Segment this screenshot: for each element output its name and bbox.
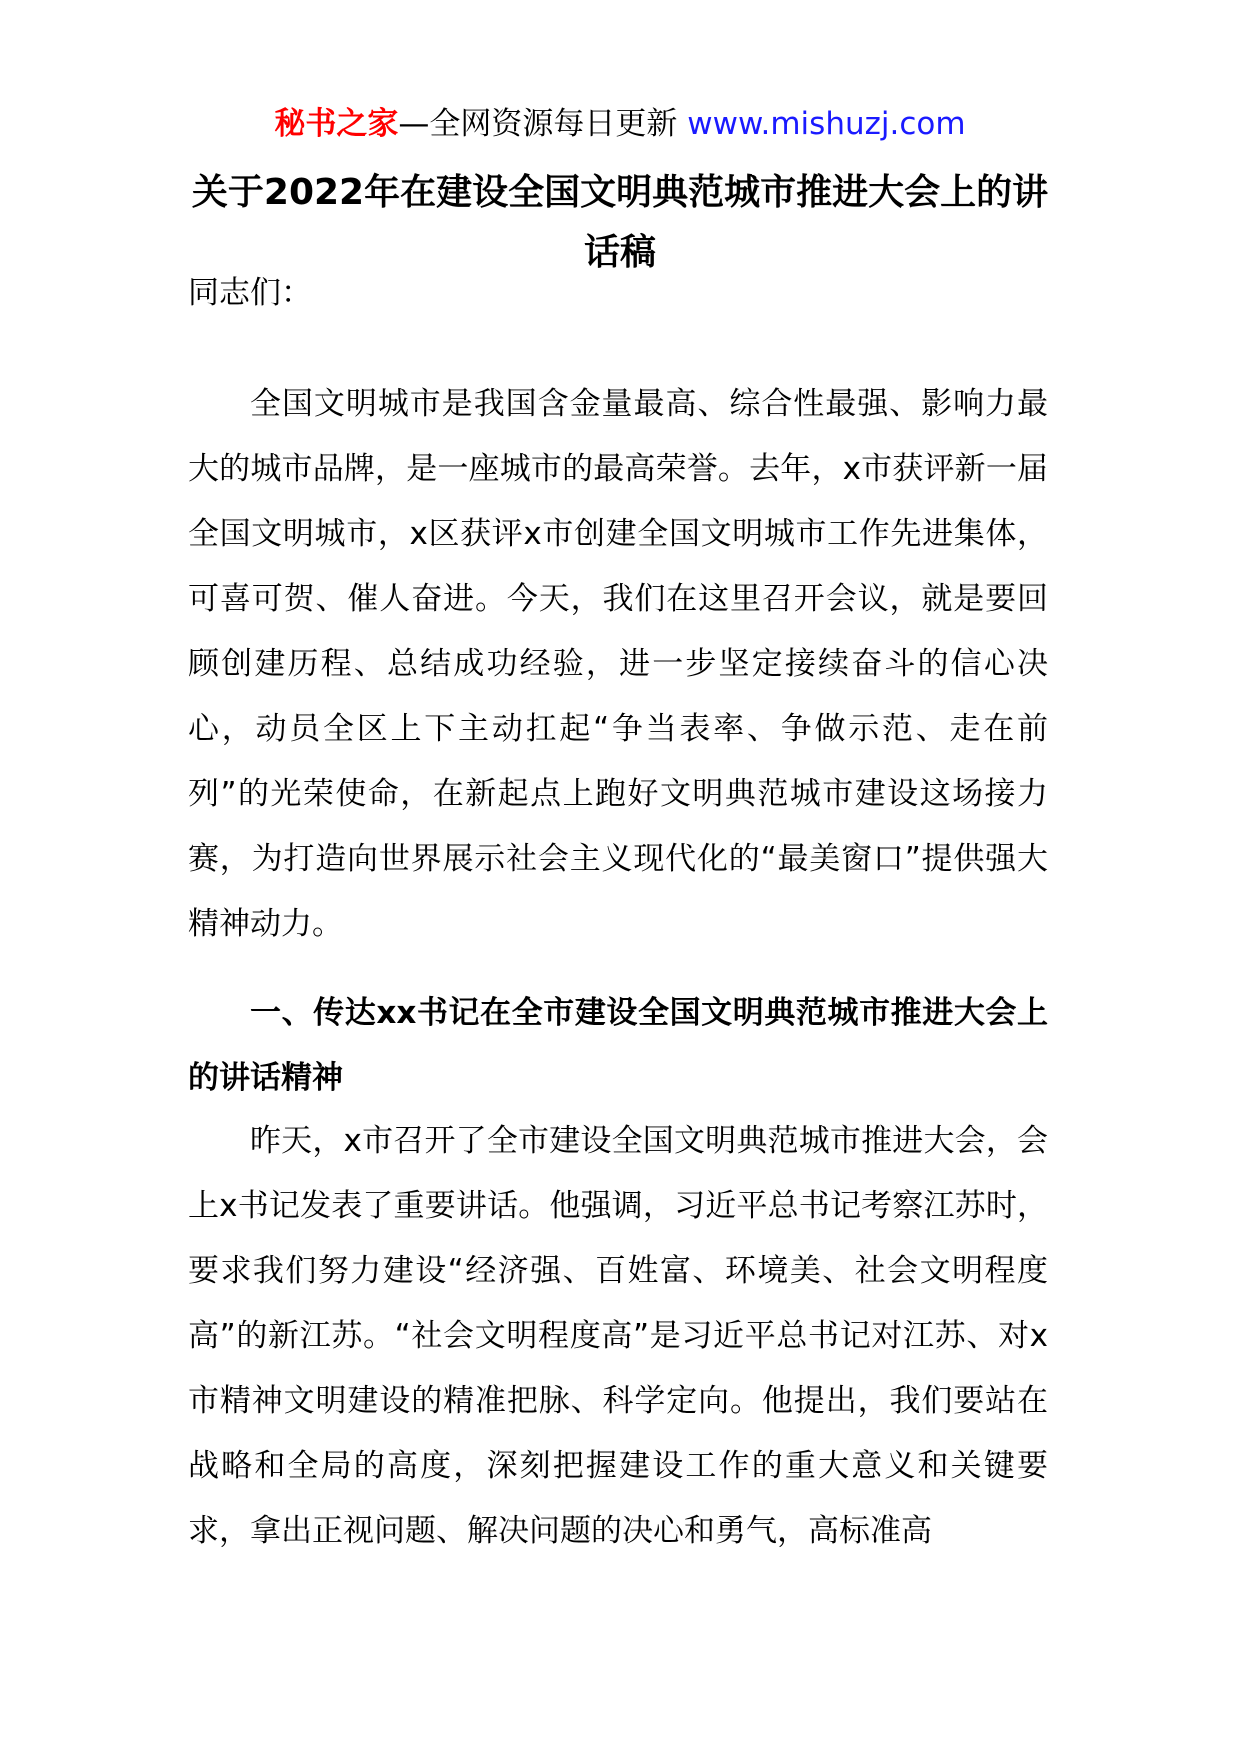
section-heading-1: 一、传达xx书记在全市建设全国文明典范城市推进大会上的讲话精神 xyxy=(188,995,1048,1096)
brand-name: 秘书之家 xyxy=(274,106,399,142)
salutation: 同志们： xyxy=(188,275,312,311)
site-url-link[interactable]: www.mishuzj.com xyxy=(687,106,966,142)
document-title: 关于2022年在建设全国文明典范城市推进大会上的讲话稿 xyxy=(191,172,1049,273)
body-paragraph-1: 全国文明城市是我国含金量最高、综合性最强、影响力最大的城市品牌，是一座城市的最高荣誉。去年，x市获评新一届全国文明城市，x区获评x市创建全国文明城市工作先进集体，可喜可贺、催人奋进。今天，我们在这里召开会议，就是要回顾创建历程、总结成功经验，进一步坚定接续奋斗的信心决心，动员全区上下主动扛起“争当表率、争做示范、走在前列”的光荣使命，在新起点上跑好文明典范城市建设这场接力赛，为打造向世界展示社会主义现代化的“最美窗口”提供强大精神动力。 xyxy=(188,386,1048,942)
header-slogan: —全网资源每日更新 xyxy=(398,106,688,142)
body-paragraph-2: 昨天，x市召开了全市建设全国文明典范城市推进大会，会上x书记发表了重要讲话。他强调，习近平总书记考察江苏时，要求我们努力建设“经济强、百姓富、环境美、社会文明程度高”的新江苏。“社会文明程度高”是习近平总书记对江苏、对x市精神文明建设的精准把脉、科学定向。他提出，我们要站在战略和全局的高度，深刻把握建设工作的重大意义和关键要求，拿出正视问题、解决问题的决心和勇气，高标准高 xyxy=(188,1123,1048,1549)
site-header xyxy=(0,100,1240,148)
